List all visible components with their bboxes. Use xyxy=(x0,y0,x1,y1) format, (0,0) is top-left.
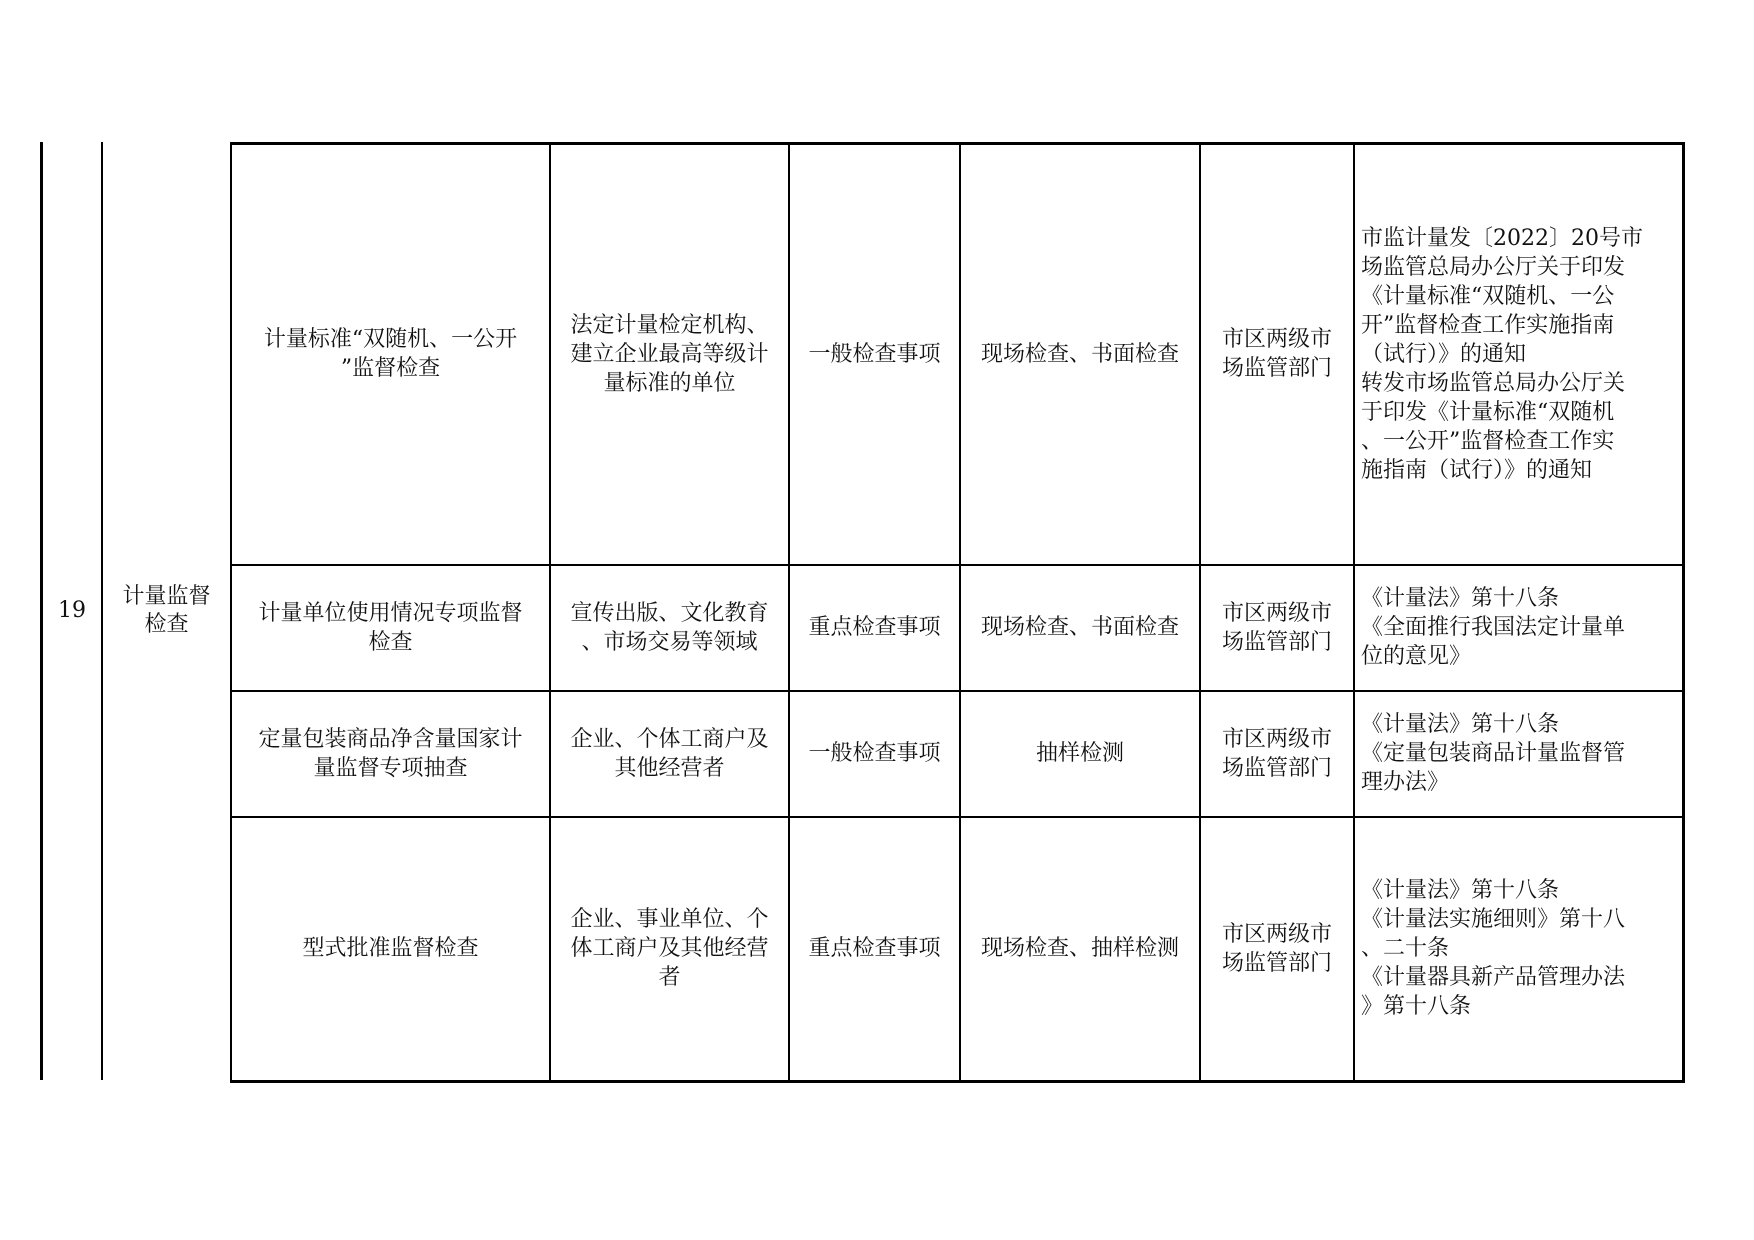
seq-number: 19 xyxy=(58,598,86,623)
method-cell: 抽样检测 xyxy=(960,691,1200,817)
table-row xyxy=(231,144,1683,565)
dept-cell: 市区两级市 场监管部门 xyxy=(1200,691,1354,817)
item-cell: 定量包装商品净含量国家计 量监督专项抽查 xyxy=(231,691,550,817)
item-cell: 计量单位使用情况专项监督 检查 xyxy=(231,565,550,691)
basis-cell: 《计量法》第十八条 《全面推行我国法定计量单 位的意见》 xyxy=(1354,565,1683,691)
basis-cell: 《计量法》第十八条 《计量法实施细则》第十八 、二十条 《计量器具新产品管理办法 》第十八条 xyxy=(1354,817,1683,1082)
dept-cell: 市区两级市 场监管部门 xyxy=(1200,817,1354,1082)
table-row xyxy=(231,817,1683,1082)
table-row xyxy=(231,565,1683,691)
item-cell: 计量标准“双随机、一公开 ”监督检查 xyxy=(231,144,550,565)
basis-cell: 《计量法》第十八条 《定量包装商品计量监督管 理办法》 xyxy=(1354,691,1683,817)
seq-number-cell xyxy=(43,142,101,1080)
item-cell: 型式批准监督检查 xyxy=(231,817,550,1082)
target-cell: 法定计量检定机构、 建立企业最高等级计 量标准的单位 xyxy=(550,144,789,565)
method-cell: 现场检查、书面检查 xyxy=(960,565,1200,691)
target-cell: 宣传出版、文化教育 、市场交易等领域 xyxy=(550,565,789,691)
target-cell: 企业、个体工商户及 其他经营者 xyxy=(550,691,789,817)
target-cell: 企业、事业单位、个 体工商户及其他经营 者 xyxy=(550,817,789,1082)
method-cell: 现场检查、书面检查 xyxy=(960,144,1200,565)
type-cell: 重点检查事项 xyxy=(789,817,960,1082)
type-cell: 一般检查事项 xyxy=(789,691,960,817)
category-cell xyxy=(103,142,230,1080)
inspection-items-table xyxy=(230,142,1685,1083)
dept-cell: 市区两级市 场监管部门 xyxy=(1200,144,1354,565)
type-cell: 重点检查事项 xyxy=(789,565,960,691)
type-cell: 一般检查事项 xyxy=(789,144,960,565)
category-label: 计量监督 检查 xyxy=(122,584,211,637)
table-row xyxy=(231,691,1683,817)
method-cell: 现场检查、抽样检测 xyxy=(960,817,1200,1082)
dept-cell: 市区两级市 场监管部门 xyxy=(1200,565,1354,691)
basis-cell: 市监计量发〔2022〕20号市 场监管总局办公厅关于印发 《计量标准“双随机、一公 开”监督检查工作实施指南 （试行）》的通知 转发市场监管总局办公厅关 于印发《计量标准“双随机 、一公开”监督检查工作实 施指南（试行）》的通知 xyxy=(1354,144,1683,565)
